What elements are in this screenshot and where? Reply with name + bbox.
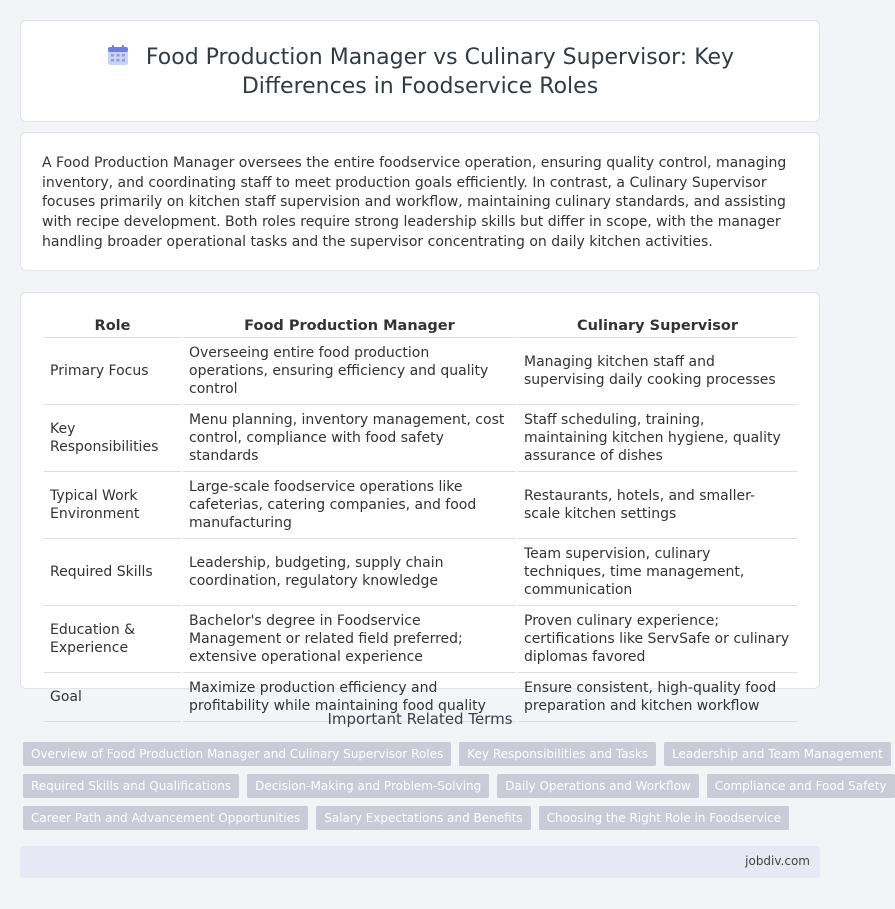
table-row	[44, 405, 797, 472]
page-title: Food Production Manager vs Culinary Supervisor: Key Differences in Foodservice Roles	[145, 45, 735, 99]
tag-row	[23, 742, 883, 766]
header-card	[20, 20, 820, 122]
footer-site-link[interactable]: jobdiv.com	[745, 854, 810, 868]
supervisor-cell: Restaurants, hotels, and smaller-scale kitchen settings	[518, 472, 797, 539]
manager-cell: Leadership, budgeting, supply chain coordination, regulatory knowledge	[183, 539, 516, 606]
calendar-icon	[106, 43, 130, 67]
related-term-tag[interactable]: Overview of Food Production Manager and Culinary Supervisor Roles	[23, 742, 451, 766]
supervisor-cell: Team supervision, culinary techniques, time management, communication	[518, 539, 797, 606]
intro-paragraph: A Food Production Manager oversees the entire foodservice operation, ensuring quality control, managing inventory, and coordinating staff to meet production goals efficiently. In contrast, a Culinary Supervisor focuses primarily on kitchen staff supervision and workflow, maintaining culinary standards, and assisting with recipe development. Both roles require strong leadership skills but differ in scope, with the manager handling broader operational tasks and the supervisor concentrating on daily kitchen activities.	[42, 155, 787, 250]
row-label: Primary Focus	[44, 338, 181, 405]
table-row	[44, 606, 797, 673]
header-food-production-manager: Food Production Manager	[183, 316, 516, 338]
related-term-tag[interactable]: Career Path and Advancement Opportunities	[23, 806, 308, 830]
row-label: Key Responsibilities	[44, 405, 181, 472]
comparison-card	[20, 292, 820, 714]
header-culinary-supervisor: Culinary Supervisor	[518, 316, 797, 338]
table-row	[44, 472, 797, 539]
tag-row	[23, 774, 887, 798]
footer-bar	[20, 846, 820, 878]
supervisor-cell: Proven culinary experience; certifications like ServSafe or culinary diplomas favored	[518, 606, 797, 673]
related-term-tag[interactable]: Leadership and Team Management	[664, 742, 891, 766]
row-label: Required Skills	[44, 539, 181, 606]
related-term-tag[interactable]: Decision-Making and Problem-Solving	[247, 774, 489, 798]
tag-row	[23, 806, 823, 830]
related-term-tag[interactable]: Daily Operations and Workflow	[497, 774, 698, 798]
header-role: Role	[44, 316, 181, 338]
table-row	[44, 539, 797, 606]
related-term-tag[interactable]: Key Responsibilities and Tasks	[459, 742, 656, 766]
row-label: Typical Work Environment	[44, 472, 181, 539]
manager-cell: Menu planning, inventory management, cost control, compliance with food safety standards	[183, 405, 516, 472]
row-label: Goal	[44, 673, 181, 722]
page-title-container	[21, 43, 819, 101]
supervisor-cell: Ensure consistent, high-quality food preparation and kitchen workflow	[518, 673, 797, 722]
row-label: Education & Experience	[44, 606, 181, 673]
supervisor-cell: Managing kitchen staff and supervising daily cooking processes	[518, 338, 797, 405]
related-terms-heading: Important Related Terms	[327, 710, 513, 728]
manager-cell: Overseeing entire food production operations, ensuring efficiency and quality control	[183, 338, 516, 405]
manager-cell: Large-scale foodservice operations like cafeterias, catering companies, and food manufacturing	[183, 472, 516, 539]
manager-cell: Maximize production efficiency and profitability while maintaining food quality	[183, 673, 516, 722]
related-term-tag[interactable]: Compliance and Food Safety	[707, 774, 895, 798]
supervisor-cell: Staff scheduling, training, maintaining kitchen hygiene, quality assurance of dishes	[518, 405, 797, 472]
comparison-table	[42, 316, 799, 722]
intro-card	[20, 132, 820, 271]
related-terms-list	[23, 742, 887, 838]
related-term-tag[interactable]: Salary Expectations and Benefits	[316, 806, 530, 830]
manager-cell: Bachelor's degree in Foodservice Management or related field preferred; extensive operational experience	[183, 606, 516, 673]
table-header-row	[44, 316, 797, 338]
related-term-tag[interactable]: Choosing the Right Role in Foodservice	[539, 806, 789, 830]
related-term-tag[interactable]: Required Skills and Qualifications	[23, 774, 239, 798]
table-row	[44, 338, 797, 405]
